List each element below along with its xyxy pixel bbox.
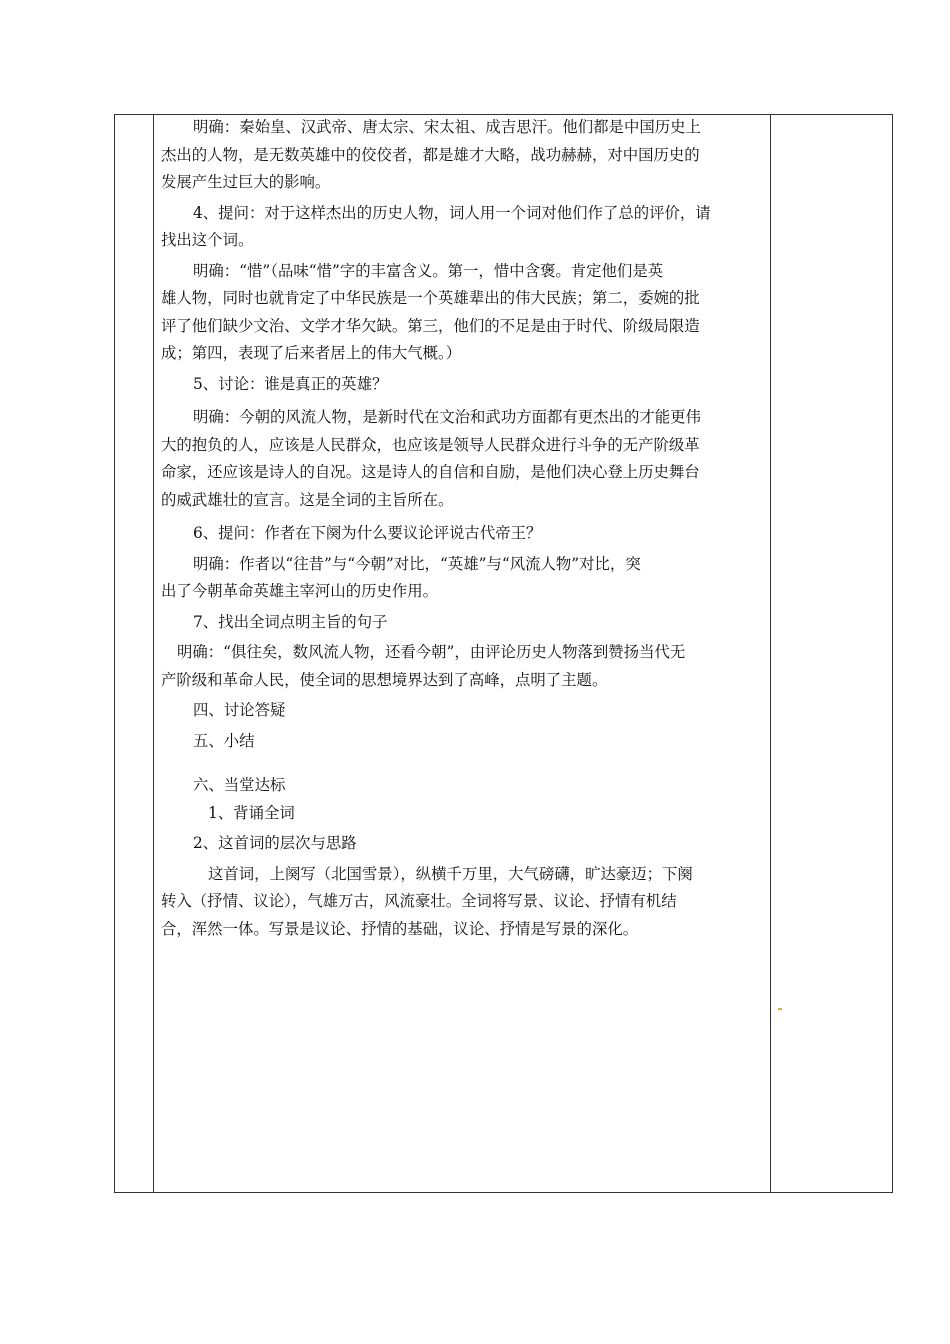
paragraph-question-7 [161,609,761,637]
section-heading: 五、小结 [193,731,255,750]
practice-item-1 [161,800,761,828]
text-line: 7、找出全词点明主旨的句子 [193,612,388,631]
annotation-mark [778,1008,782,1010]
text-line: 成；第四，表现了后来者居上的伟大气概。） [161,344,462,362]
text-line: 命家，还应该是诗人的自况。这是诗人的自信和自励，是他们决心登上历史舞台 [161,463,700,481]
paragraph-answer-heroes [161,404,761,514]
text-line: 明确：秦始皇、汉武帝、唐太宗、宋太祖、成吉思汗。他们都是中国历史上 [193,118,701,136]
paragraph-question-6 [161,520,761,548]
paragraph-question-4 [161,200,761,255]
text-line: 杰出的人物，是无数英雄中的佼佼者，都是雄才大略，战功赫赫，对中国历史的 [161,145,700,164]
section-summary [161,728,761,756]
text-line: 6、提问：作者在下阕为什么要议论评说古代帝王？ [193,524,542,542]
text-line: 评了他们缺少文治、文学才华欠缺。第三，他们的不足是由于时代、阶级局限造 [161,316,700,335]
paragraph-structure [161,861,761,944]
section-discussion [161,697,761,725]
text-line: 明确：今朝的风流人物，是新时代在文治和武功方面都有更杰出的才能更伟 [193,408,701,426]
text-line: 大的抱负的人，应该是人民群众，也应该是领导人民群众进行斗争的无产阶级革 [161,435,700,454]
text-line: 明确：“俱往矣，数风流人物，还看今朝”，由评论历史人物落到赞扬当代无 [177,643,686,661]
section-heading: 六、当堂达标 [193,776,286,794]
text-line: 这首词，上阕写（北国雪景），纵横千万里，大气磅礴，旷达豪迈；下阕 [208,864,693,883]
text-line: 转入（抒情、议论），气雄万古，风流豪壮。全词将写景、议论、抒情有机结 [161,892,677,910]
text-line: 产阶级和革命人民，使全词的思想境界达到了高峰，点明了主题。 [161,670,608,689]
paragraph-answer-contrast [161,551,761,606]
paragraph-answer-xi [161,258,761,368]
text-line: 4、提问：对于这样杰出的历史人物，词人用一个词对他们作了总的评价，请 [193,203,711,222]
left-column-divider [153,115,154,1192]
section-heading: 四、讨论答疑 [193,701,286,719]
paragraph-answer-theme [161,639,761,694]
lesson-content [161,114,761,943]
section-practice [161,772,761,800]
paragraph-discussion-5 [161,371,761,399]
text-line: 找出这个词。 [161,231,254,249]
text-line: 的威武雄壮的宣言。这是全词的主旨所在。 [161,490,454,509]
text-line: 雄人物，同时也就肯定了中华民族是一个英雄辈出的伟大民族；第二，委婉的批 [161,289,700,307]
text-line: 1、背诵全词 [208,803,295,822]
text-line: 出了今朝革命英雄主宰河山的历史作用。 [161,582,439,600]
text-line: 发展产生过巨大的影响。 [161,173,331,191]
text-line: 5、讨论：谁是真正的英雄？ [193,374,388,393]
text-line: 2、这首词的层次与思路 [193,834,357,852]
text-line: 明确：“惜”（品味“惜”字的丰富含义。第一，惜中含褒。肯定他们是英 [193,261,664,280]
text-line: 明确：作者以“往昔”与“今朝”对比，“英雄”与“风流人物”对比，突 [193,554,641,573]
text-line: 合，浑然一体。写景是议论、抒情的基础，议论、抒情是写景的深化。 [161,919,639,938]
practice-item-2 [161,830,761,858]
right-column-divider [770,115,771,1192]
paragraph-answer-emperors [161,114,761,197]
